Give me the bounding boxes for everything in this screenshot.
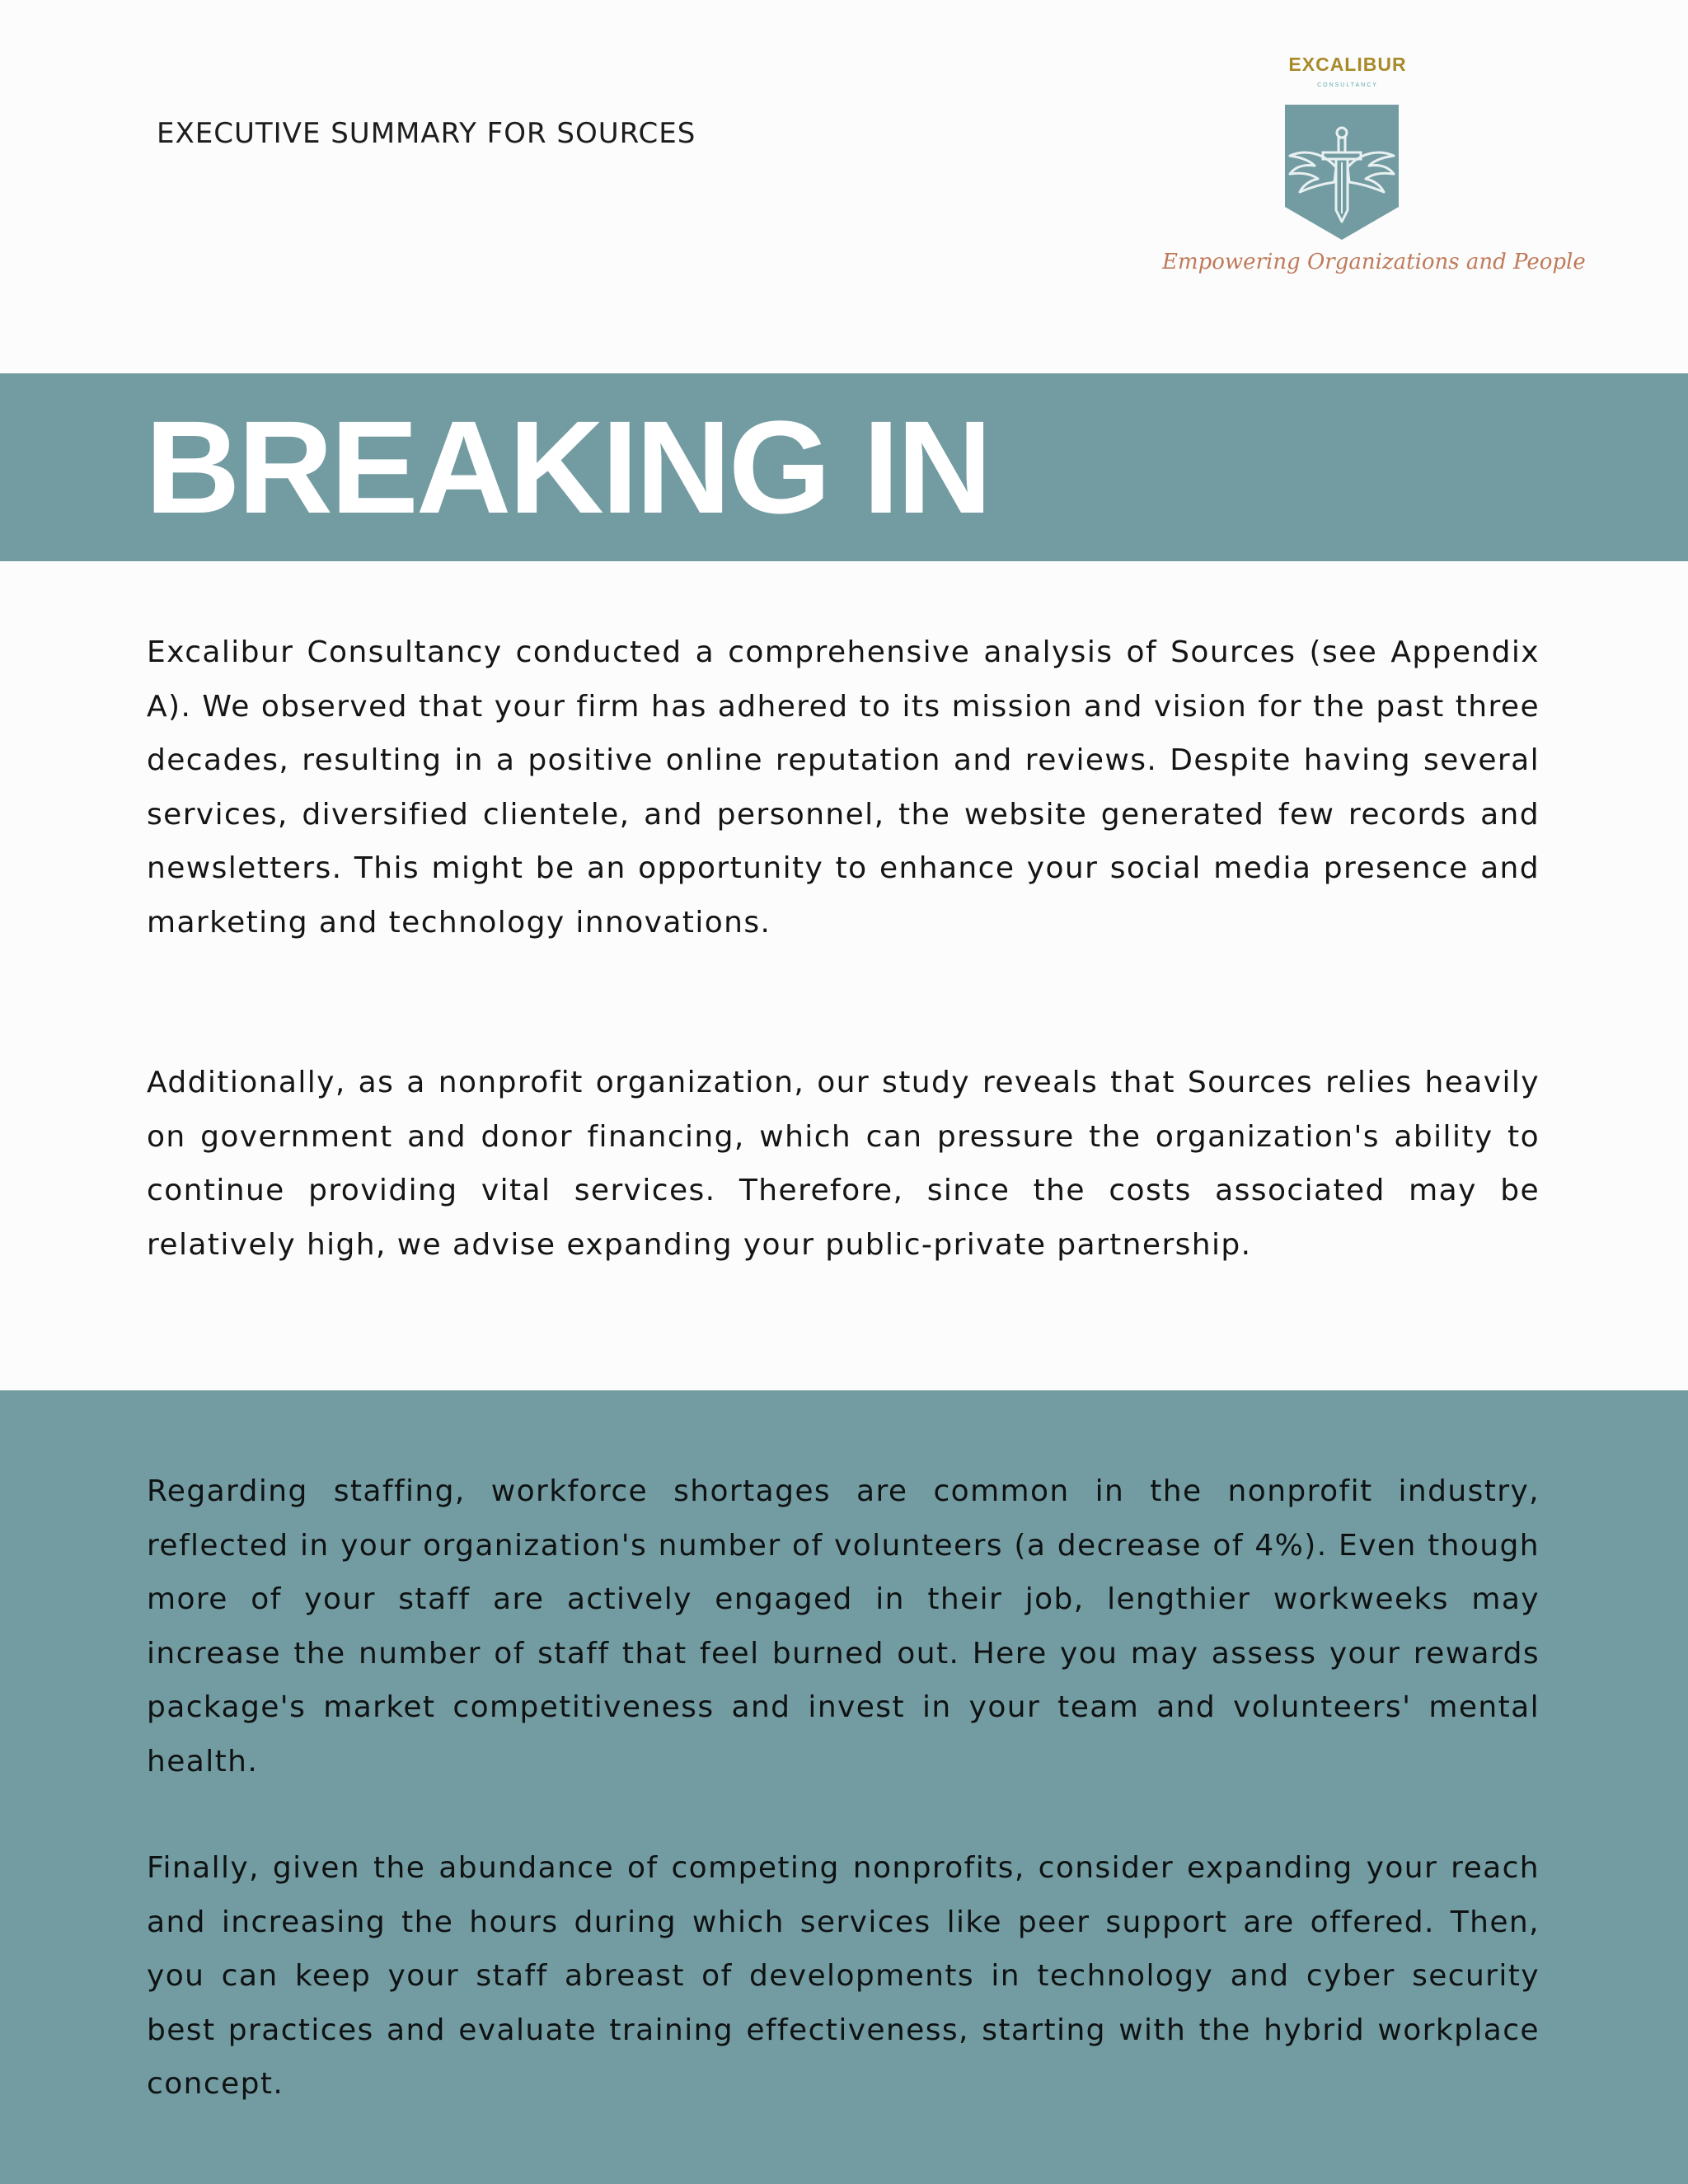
title-banner <box>0 373 1688 561</box>
summary-paragraph: Excalibur Consultancy conducted a comprehensive analysis of Sources (see Appendix A). We observed that your firm has adhered to its mission and vision for the past three decades, resulting in a positive online reputation and reviews. Despite having several services, diversified clientele, and personnel, the website generated few records and newsletters. This might be an opportunity to enhance your social media presence and marketing and technology innovations. <box>147 635 1540 940</box>
findings-paragraph: Finally, given the abundance of competing nonprofits, consider expanding your reach and increasing the hours during which services like peer support are offered. Then, you can keep your staff abreast of developments in technology and cyber security best practices and evaluate training effectiveness, starting with the hybrid workplace concept. <box>147 1851 1540 2101</box>
logo-name: EXCALIBUR <box>1288 54 1407 75</box>
findings-paragraph: Regarding staffing, workforce shortages are common in the nonprofit industry, reflected in your organization's number of volunteers (a decrease of 4%). Even though more of your staff are actively engaged in their job, lengthier workweeks may increase the number of staff that feel burned out. Here you may assess your rewards package's market competitiveness and invest in your team and volunteers' mental health. <box>147 1474 1540 1779</box>
logo-tagline: Empowering Organizations and People <box>1162 250 1586 274</box>
summary-paragraph: Additionally, as a nonprofit organization, our study reveals that Sources relies heavily on government and donor financing, which can pressure the organization's ability to continue providing vital services. Therefore, since the costs associated may be relatively high, we advise expanding your public-private partnership. <box>147 1066 1540 1262</box>
page-title: BREAKING IN <box>145 393 990 541</box>
company-logo <box>1162 45 1586 293</box>
logo-subname: CONSULTANCY <box>1317 82 1378 88</box>
summary-section <box>0 561 1688 1390</box>
winged-sword-shield-icon <box>1282 101 1402 243</box>
document-label: EXECUTIVE SUMMARY FOR SOURCES <box>157 117 696 150</box>
findings-section <box>0 1390 1688 2184</box>
page-header <box>0 0 1688 373</box>
